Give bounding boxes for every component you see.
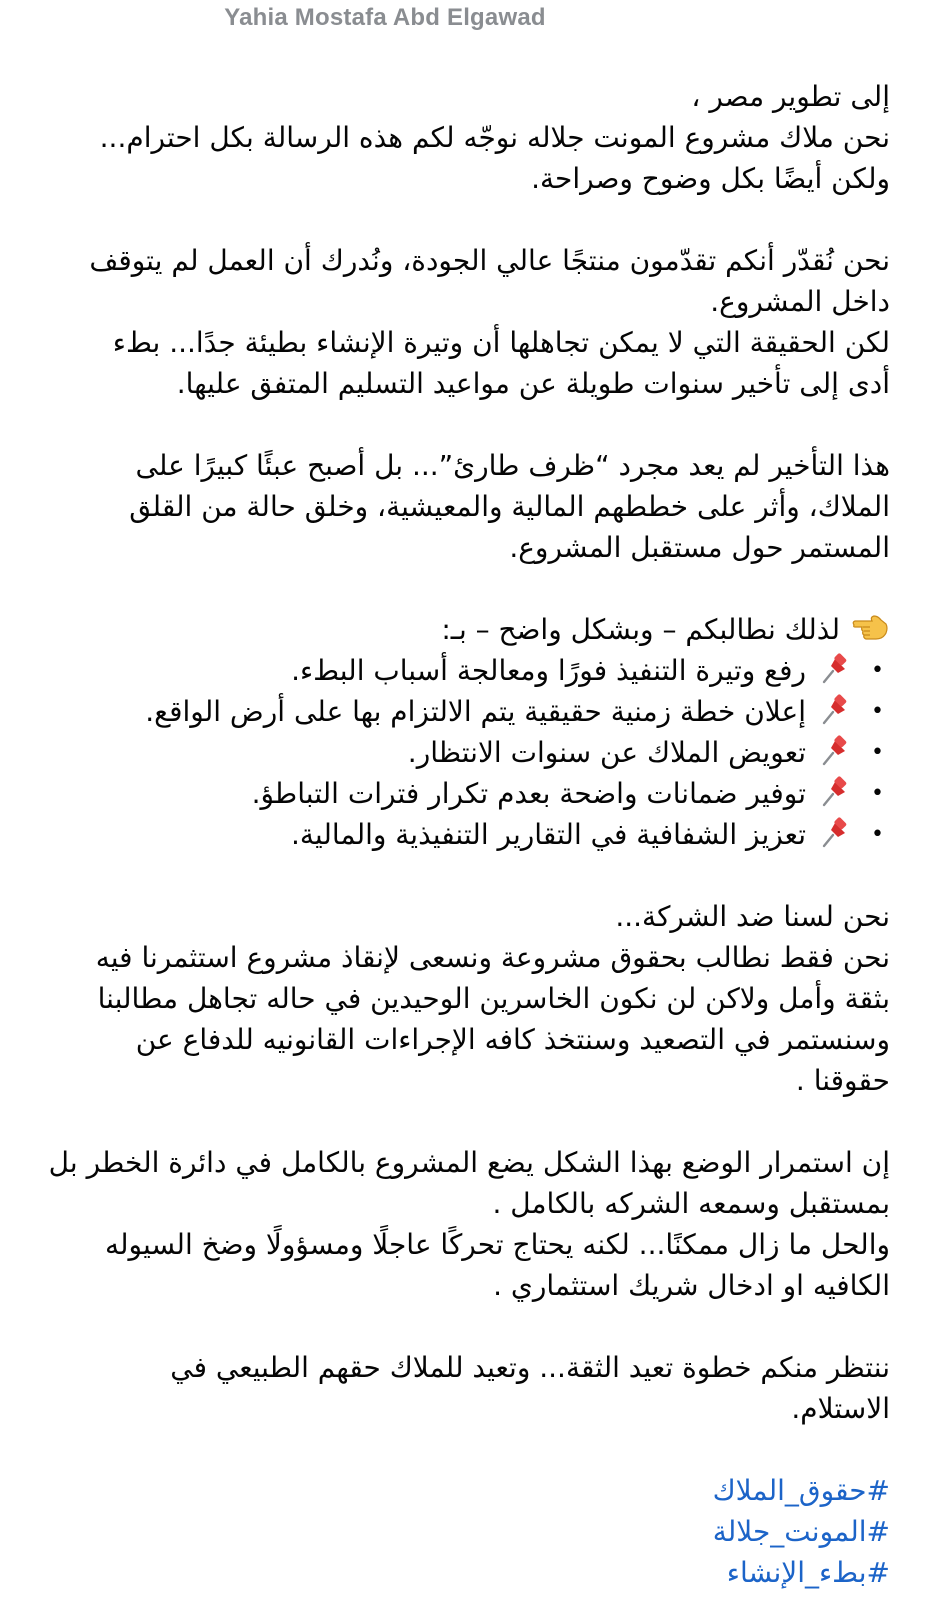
text-line: ننتظر منكم خطوة تعيد الثقة... وتعيد للملاك حقهم الطبيعي في — [170, 1351, 890, 1384]
text-line: إلى تطوير مصر ، — [691, 80, 890, 113]
text-line: هذا التأخير لم يعد مجرد “ظرف طارئ”... بل أصبح عبئًا كبيرًا على — [135, 449, 890, 482]
demands-intro-text: لذلك نطالبكم – وبشكل واضح – بـ: — [441, 613, 840, 646]
demand-text: تعويض الملاك عن سنوات الانتظار. — [407, 736, 806, 769]
text-line: وسنستمر في التصعيد وسنتخذ كافه الإجراءات القانونيه للدفاع عن — [135, 1023, 890, 1056]
text-line: نحن نُقدّر أنكم تقدّمون منتجًا عالي الجودة، ونُدرك أن العمل لم يتوقف — [89, 244, 890, 277]
bullet-dot: • — [871, 658, 884, 683]
pointing-left-icon — [850, 611, 890, 645]
demands-list — [20, 650, 890, 855]
text-line: لكن الحقيقة التي لا يمكن تجاهلها أن وتيرة الإنشاء بطيئة جدًا... بطء — [112, 326, 890, 359]
text-line: ولكن أيضًا بكل وضوح وصراحة. — [531, 162, 890, 195]
text-line: الاستلام. — [791, 1392, 890, 1425]
pushpin-icon — [818, 652, 852, 686]
delay-paragraph — [20, 445, 890, 568]
hashtag-link[interactable]: #المونت_جلالة — [712, 1515, 890, 1548]
text-line: بمستقبل وسمعه الشركه بالكامل . — [492, 1187, 890, 1220]
bullet-dot: • — [871, 740, 884, 765]
text-line: نحن لسنا ضد الشركة... — [615, 900, 890, 933]
text-line: الملاك، وأثر على خططهم المالية والمعيشية، وخلق حالة من القلق — [129, 490, 890, 523]
demands-intro — [20, 609, 890, 650]
demand-text: إعلان خطة زمنية حقيقية يتم الالتزام بها على أرض الواقع. — [145, 695, 806, 728]
bullet-dot: • — [871, 822, 884, 847]
demands-section — [20, 609, 890, 855]
demand-text: رفع وتيرة التنفيذ فورًا ومعالجة أسباب البطء. — [291, 654, 806, 687]
list-item — [20, 650, 890, 691]
pushpin-icon — [818, 734, 852, 768]
risk-paragraph — [20, 1142, 890, 1306]
list-item — [20, 732, 890, 773]
text-line: والحل ما زال ممكنًا... لكنه يحتاج تحركًا عاجلًا ومسؤولًا وضخ السيوله — [105, 1228, 890, 1261]
hashtag-list — [20, 1470, 890, 1593]
list-item — [20, 814, 890, 855]
text-line: أدى إلى تأخير سنوات طويلة عن مواعيد التسليم المتفق عليها. — [176, 367, 890, 400]
text-line: نحن فقط نطالب بحقوق مشروعة ونسعى لإنقاذ مشروع استثمرنا فيه — [95, 941, 890, 974]
pushpin-icon — [818, 816, 852, 850]
bullet-dot: • — [871, 781, 884, 806]
text-line: الكافيه او ادخال شريك استثماري . — [493, 1269, 890, 1302]
text-line: المستمر حول مستقبل المشروع. — [509, 531, 890, 564]
list-item — [20, 773, 890, 814]
list-item — [20, 691, 890, 732]
pushpin-icon — [818, 693, 852, 727]
hashtag-link[interactable]: #بطء_الإنشاء — [726, 1556, 890, 1589]
text-line: إن استمرار الوضع بهذا الشكل يضع المشروع بالكامل في دائرة الخطر بل — [48, 1146, 890, 1179]
demand-text: تعزيز الشفافية في التقارير التنفيذية والمالية. — [290, 818, 806, 851]
stance-paragraph — [20, 896, 890, 1101]
demand-text: توفير ضمانات واضحة بعدم تكرار فترات التباطؤ. — [251, 777, 806, 810]
appreciation-paragraph — [20, 240, 890, 404]
author-name[interactable]: Yahia Mostafa Abd Elgawad — [224, 4, 546, 31]
text-line: نحن ملاك مشروع المونت جلاله نوجّه لكم هذه الرسالة بكل احترام... — [99, 121, 890, 154]
text-line: داخل المشروع. — [710, 285, 890, 318]
bullet-dot: • — [871, 699, 884, 724]
closing-paragraph — [20, 1347, 890, 1429]
pushpin-icon — [818, 775, 852, 809]
text-line: بثقة وأمل ولاكن لن نكون الخاسرين الوحيدين في حاله تجاهل مطالبنا — [97, 982, 890, 1015]
post-body — [20, 76, 890, 1593]
intro-paragraph — [20, 76, 890, 199]
hashtag-link[interactable]: #حقوق_الملاك — [712, 1474, 890, 1507]
text-line: حقوقنا . — [795, 1064, 890, 1097]
